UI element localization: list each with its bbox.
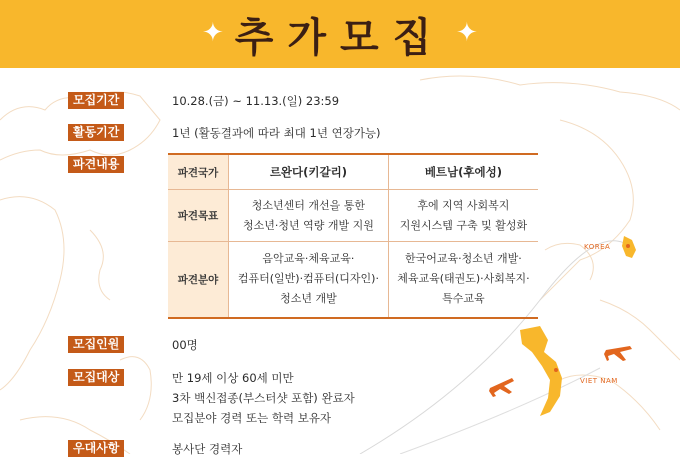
vietnam-goal-line: 지원시스템 구축 및 활성화	[399, 218, 528, 232]
activity-label: 활동기간	[68, 124, 124, 141]
korea-label: KOREA	[584, 243, 611, 251]
sparkle-icon-left: ✦	[202, 18, 224, 48]
target-line: 만 19세 이상 60세 미만	[172, 371, 294, 385]
table-row	[168, 190, 538, 242]
page-title: 추가모집	[234, 15, 446, 61]
target-values	[172, 368, 355, 428]
rwanda-field-line: 청소년 개발	[280, 292, 337, 306]
vietnam-goal	[388, 190, 538, 242]
dispatch-table	[168, 153, 538, 319]
rwanda-name: 르완다(키갈리)	[229, 154, 389, 190]
vietnam-name: 베트남(후에성)	[388, 154, 538, 190]
vietnam-goal-line: 후에 지역 사회복지	[417, 198, 510, 212]
vietnam-field-line: 한국어교육·청소년 개발·	[405, 252, 522, 266]
row-country-label: 파견국가	[168, 154, 229, 190]
headcount-label: 모집인원	[68, 336, 124, 353]
preference-value: 봉사단 경력자	[172, 442, 243, 456]
target-label: 모집대상	[68, 369, 124, 386]
preference-label: 우대사항	[68, 440, 124, 457]
activity-value: 1년 (활동결과에 따라 최대 1년 연장가능)	[172, 126, 381, 140]
period-value: 10.28.(금) ~ 11.13.(일) 23:59	[172, 94, 340, 108]
vietnam-field-line: 특수교육	[442, 292, 485, 306]
table-row	[168, 154, 538, 190]
rwanda-goal-line: 청소년센터 개선을 통한	[251, 198, 366, 212]
period-label: 모집기간	[68, 92, 124, 109]
vietnam-field	[388, 242, 538, 318]
table-row	[168, 242, 538, 318]
dispatch-label: 파견내용	[68, 156, 124, 173]
vietnam-label: VIET NAM	[580, 377, 618, 385]
target-line: 3차 백신접종(부스터샷 포함) 완료자	[172, 391, 355, 405]
row-goal-label: 파견목표	[168, 190, 229, 242]
sparkle-icon-right: ✦	[456, 18, 478, 48]
row-field-label: 파견분야	[168, 242, 229, 318]
rwanda-field	[229, 242, 389, 318]
vietnam-field-line: 체육교육(태권도)·사회복지·	[397, 272, 530, 286]
rwanda-goal-line: 청소년·청년 역량 개발 지원	[242, 218, 374, 232]
target-line: 모집분야 경력 또는 학력 보유자	[172, 411, 332, 425]
rwanda-field-line: 컴퓨터(일반)·컴퓨터(디자인)·	[237, 272, 379, 286]
rwanda-goal	[229, 190, 389, 242]
headcount-value: 00명	[172, 338, 198, 352]
rwanda-field-line: 음악교육·체육교육·	[262, 252, 355, 266]
